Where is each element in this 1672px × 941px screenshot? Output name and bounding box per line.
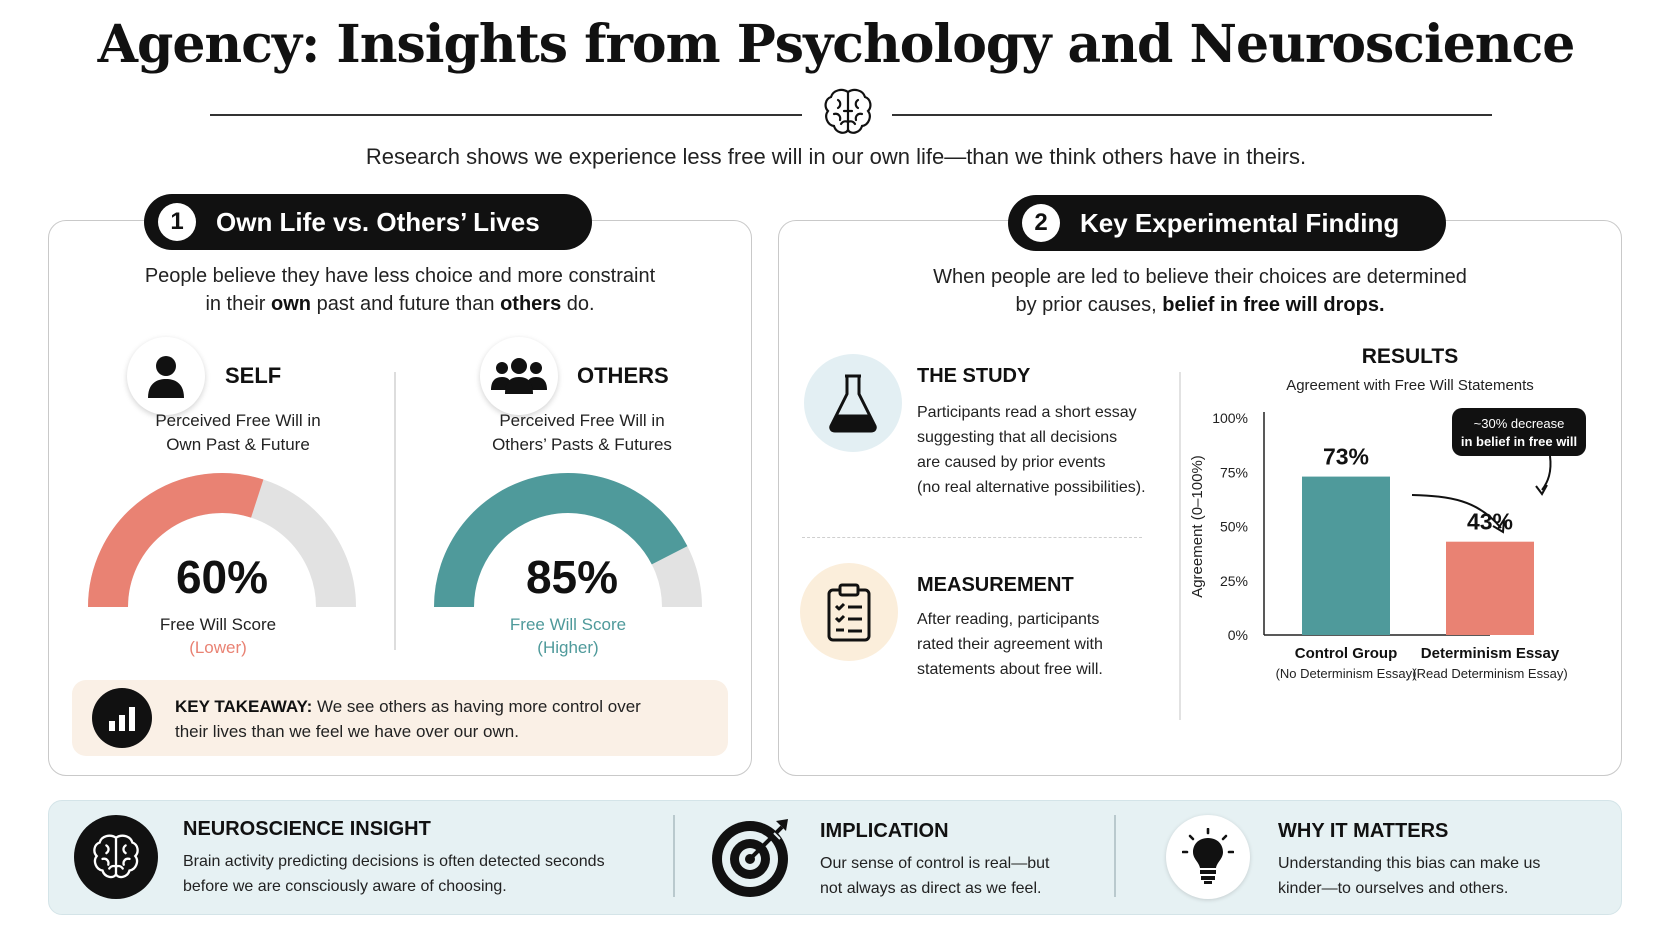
key-takeaway-box bbox=[72, 680, 728, 756]
y-axis-label: Agreement (0–100%) bbox=[1189, 455, 1206, 598]
section1-intro-line1: People believe they have less choice and more constraint bbox=[144, 265, 656, 287]
measurement-text: After reading, participants rated their agreement with statements about free will. bbox=[917, 611, 1103, 678]
y-tick-label: 25% bbox=[1219, 572, 1248, 589]
decrease-callout bbox=[1452, 408, 1586, 494]
clipboard-icon bbox=[800, 563, 898, 661]
brain-icon bbox=[820, 84, 876, 140]
x-category-note: (No Determinism Essay) bbox=[1275, 666, 1417, 681]
study-divider bbox=[802, 537, 1142, 538]
self-score-caption bbox=[118, 613, 318, 659]
others-score-caption bbox=[468, 613, 668, 659]
self-score-label: Free Will Score bbox=[159, 615, 277, 634]
study-heading: THE STUDY bbox=[917, 365, 1031, 387]
neuro-text: Brain activity predicting decisions is often detected seconds before we are consciously aware of choosing. bbox=[183, 853, 605, 895]
section1-header bbox=[144, 194, 592, 250]
title-rule-right bbox=[892, 114, 1492, 116]
self-score-qualifier: (Lower) bbox=[189, 638, 247, 657]
self-description: Perceived Free Will in Own Past & Future bbox=[155, 411, 321, 454]
flask-icon bbox=[804, 354, 902, 452]
bar-determinism-essay bbox=[1446, 542, 1534, 635]
section2-intro-line1: When people are led to believe their choices are determined bbox=[933, 266, 1467, 288]
self-label: SELF bbox=[225, 363, 282, 388]
measurement-heading: MEASUREMENT bbox=[917, 574, 1074, 596]
brain-icon bbox=[74, 815, 158, 899]
y-tick-label: 0% bbox=[1227, 627, 1248, 643]
page-title: Agency: Insights from Psychology and Neuroscience bbox=[97, 14, 1575, 75]
title-rule-left bbox=[210, 114, 802, 116]
bottom-divider-1 bbox=[673, 815, 675, 897]
others-description: Perceived Free Will in Others’ Pasts & Futures bbox=[492, 411, 672, 454]
group-icon bbox=[491, 356, 547, 396]
results-title: RESULTS bbox=[1361, 345, 1459, 368]
self-others-divider bbox=[394, 372, 396, 650]
results-chart bbox=[1180, 400, 1600, 730]
others-score-label: Free Will Score bbox=[509, 615, 627, 634]
results-subtitle: Agreement with Free Will Statements bbox=[1286, 377, 1534, 394]
others-score-qualifier: (Higher) bbox=[537, 638, 599, 657]
implication-text: Our sense of control is real—but not always as direct as we feel. bbox=[820, 855, 1050, 897]
section1-number: 1 bbox=[158, 203, 196, 241]
x-category-note: (Read Determinism Essay) bbox=[1412, 666, 1568, 681]
why-text: Understanding this bias can make us kinder—to ourselves and others. bbox=[1278, 855, 1541, 897]
section2-title: Key Experimental Finding bbox=[1080, 207, 1400, 238]
bottom-divider-2 bbox=[1114, 815, 1116, 897]
section2-intro bbox=[778, 263, 1622, 319]
key-takeaway-text: KEY TAKEAWAY: We see others as having more control over their lives than we feel we have over our own. bbox=[175, 697, 641, 741]
lightbulb-icon bbox=[1166, 815, 1250, 899]
callout-line1: ~30% decrease bbox=[1473, 416, 1565, 431]
page-subtitle: Research shows we experience less free will in our own life—than we think others have in theirs. bbox=[365, 144, 1307, 169]
x-category-label: Determinism Essay bbox=[1420, 645, 1560, 662]
y-tick-label: 100% bbox=[1212, 410, 1248, 426]
others-avatar bbox=[480, 337, 558, 415]
section1-title: Own Life vs. Others’ Lives bbox=[216, 206, 540, 237]
implication-heading: IMPLICATION bbox=[820, 820, 949, 842]
bar-control-group bbox=[1302, 477, 1390, 635]
person-icon bbox=[146, 354, 186, 398]
bar-chart-icon bbox=[92, 688, 152, 748]
key-takeaway-label: KEY TAKEAWAY: bbox=[175, 697, 313, 716]
x-category-label: Control Group bbox=[1294, 645, 1398, 662]
target-icon bbox=[710, 815, 794, 899]
section2-intro-line2: by prior causes, belief in free will drops. bbox=[1015, 294, 1385, 316]
why-heading: WHY IT MATTERS bbox=[1278, 820, 1449, 842]
section1-intro-line2: in their own past and future than others do. bbox=[205, 293, 595, 315]
bar-value-label: 43% bbox=[1466, 508, 1514, 535]
y-tick-label: 50% bbox=[1219, 518, 1248, 535]
bar-value-label: 73% bbox=[1322, 443, 1370, 470]
section2-header bbox=[1008, 195, 1446, 251]
self-score-value: 60% bbox=[175, 551, 269, 603]
others-score-value: 85% bbox=[525, 551, 619, 603]
self-avatar bbox=[127, 337, 205, 415]
others-label: OTHERS bbox=[577, 363, 669, 388]
y-tick-label: 75% bbox=[1219, 464, 1248, 481]
study-text: Participants read a short essay suggesting that all decisions are caused by prior events (no real alternative possibilities). bbox=[917, 404, 1146, 496]
neuro-heading: NEUROSCIENCE INSIGHT bbox=[183, 818, 431, 840]
section1-intro bbox=[48, 262, 752, 318]
section2-number: 2 bbox=[1022, 204, 1060, 242]
callout-line2: in belief in free will bbox=[1460, 434, 1578, 449]
